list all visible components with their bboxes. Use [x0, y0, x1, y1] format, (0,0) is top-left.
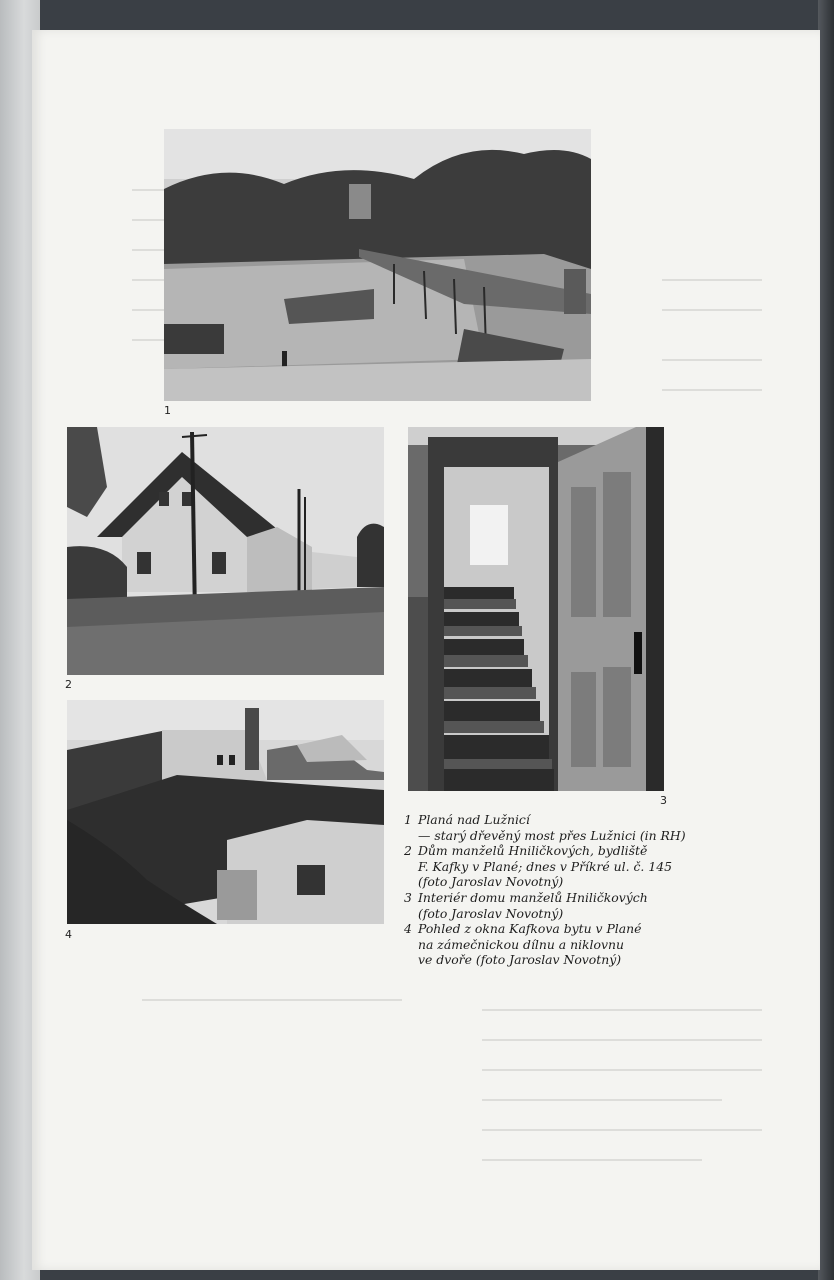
photo-number-2: 2: [65, 678, 72, 691]
photo-number-3: 3: [660, 794, 667, 807]
caption-3: 3 Interiér domu manželů Hniličkových (foto Jaroslav Novotný): [404, 889, 648, 921]
caption-4: 4 Pohled z okna Kafkova bytu v Plané na zámečnickou dílnu a niklovnu ve dvoře (foto Jaroslav Novotný): [404, 921, 642, 968]
photo-captions: [404, 812, 724, 968]
book-binding: [818, 0, 834, 1280]
photo-number-1: 1: [164, 404, 171, 417]
photo-staircase-interior: [408, 427, 664, 791]
photo-house-in-plana: [67, 427, 384, 675]
caption-1: 1 Planá nad Lužnicí — starý dřevěný most přes Lužnici (in RH): [404, 812, 686, 843]
caption-2: 2 Dům manželů Hniličkových, bydliště F. Kafky v Plané; dnes v Příkré ul. č. 145 (foto Jaroslav Novotný): [404, 843, 672, 890]
book-page: [32, 30, 820, 1270]
photo-number-4: 4: [65, 928, 72, 941]
photo-view-from-window: [67, 700, 384, 924]
photo-wooden-bridge: [164, 129, 591, 401]
